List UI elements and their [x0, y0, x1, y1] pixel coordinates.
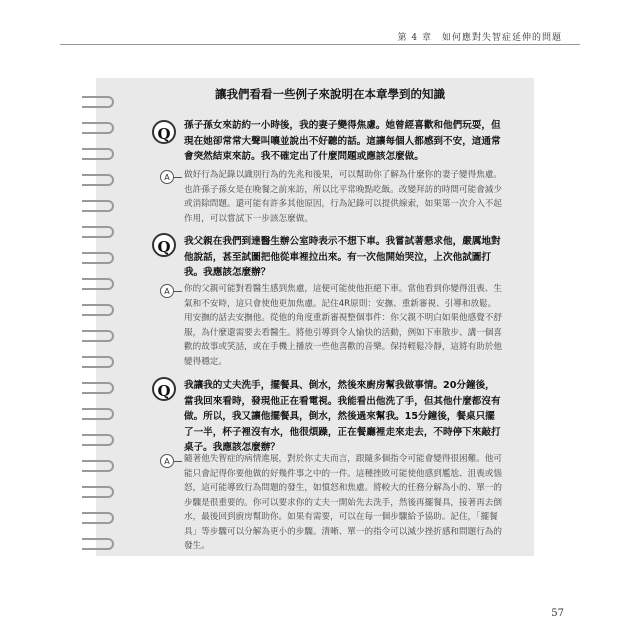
answer-text: 你的父親可能對看醫生感到焦慮，這便可能使他拒絕下車。當他看到你變得沮喪、生氣和不安時，這只會使他更加焦慮。記住4R原則：安撫、重新審視、引導和放鬆。用安撫的話去安撫他。從他的角度重新審視整個事件：你父親不明白如果他感覺不舒服，為什麼還需要去看醫生。將他引導到令人愉快的活動，例如下車散步、講一個喜歡的故事或笑話，或在手機上播放一些他喜歡的音樂。保持輕鬆冷靜，這將有助於他變得穩定。 [184, 284, 502, 367]
binder-ring [82, 174, 114, 186]
question-text: 我父親在我們到達醫生辦公室時表示不想下車。我嘗試著懇求他，嚴厲地對他說話，甚至試圖把他從車裡拉出來。有一次他開始哭泣，上次他試圖打我。我應該怎麼辦？ [184, 236, 501, 278]
question-text: 我讓我的丈夫洗手，擺餐具、倒水，然後來廚房幫我做事情。20分鐘後，當我回來看時，發現他正在看電視。我能看出他洗了手，但其他什麼都沒有做。所以，我又讓他擺餐具，倒水，然後過來幫我。15分鐘後，餐桌只擺了一半，杯子裡沒有水，他很煩躁，正在餐廳裡走來走去，不時停下來敲打桌子。我應該怎麼辦？ [184, 380, 501, 453]
binder-ring [82, 226, 114, 238]
binder-ring [82, 252, 114, 264]
question-text: 孫子孫女來訪約一小時後，我的妻子變得焦慮。她曾經喜歡和他們玩耍，但現在她卻常常大聲叫嚷並說出不好聽的話。這讓每個人都感到不安，這通常會突然結束來訪。我不確定出了什麼問題或應該怎麼做。 [184, 120, 501, 162]
binder-ring [82, 330, 114, 342]
question-icon: Q [152, 120, 176, 144]
binder-ring [82, 460, 114, 472]
section-title: 讓我們看看一些例子來說明在本章學到的知識 [215, 87, 445, 101]
binder-ring [82, 434, 114, 446]
binder-ring [82, 486, 114, 498]
answer-connector [174, 461, 182, 462]
answer-icon: A [160, 170, 174, 184]
answer-text: 做好行為記錄以識別行為的先兆和後果，可以幫助你了解為什麼你的妻子變得焦慮。也許孫子孫女是在晚餐之前來訪，所以比平常晚點吃飯。改變拜訪的時間可能會減少或消除問題。還可能有許多其他原因，行為記錄可以提供線索，如果第一次介入不起作用，可以嘗試下一步該怎麼做。 [184, 170, 502, 224]
binder-ring [82, 122, 114, 134]
binder-ring [82, 304, 114, 316]
binder-ring [82, 148, 114, 160]
answer-text: 隨著他失智症的病情進展，對於你丈夫而言，跟隨多個指令可能會變得很困難。他可能只會記得你要他做的好幾件事之中的一件。這種挫敗可能使他感到尷尬、沮喪或惱怒，這可能導致行為問題的發生，如憤怒和焦慮。將較大的任務分解為小的、單一的步驟是很重要的。你可以要求你的丈夫一開始先去洗手，然後再擺餐具，接著再去倒水，最後回到廚房幫助你。如果有需要，可以在每一個步驟給予協助。記住，「擺餐具」等步驟可以分解為更小的步驟。清晰、單一的指令可以減少挫折感和問題行為的發生。 [184, 454, 502, 551]
binder-ring [82, 278, 114, 290]
question-icon: Q [152, 233, 176, 257]
binder-ring [82, 512, 114, 524]
question-icon: Q [152, 377, 176, 401]
binder-ring [82, 538, 114, 550]
answer-icon: A [160, 284, 174, 298]
answer-icon: A [160, 454, 174, 468]
header-rule [60, 44, 580, 45]
binder-ring [82, 408, 114, 420]
binder-ring [82, 200, 114, 212]
answer-connector [174, 177, 182, 178]
answer-connector [174, 291, 182, 292]
binder-ring [82, 96, 114, 108]
binder-ring [82, 382, 114, 394]
running-header: 第 4 章 如何應對失智症延伸的問題 [397, 33, 562, 43]
binder-ring [82, 356, 114, 368]
page-number: 57 [551, 608, 564, 619]
